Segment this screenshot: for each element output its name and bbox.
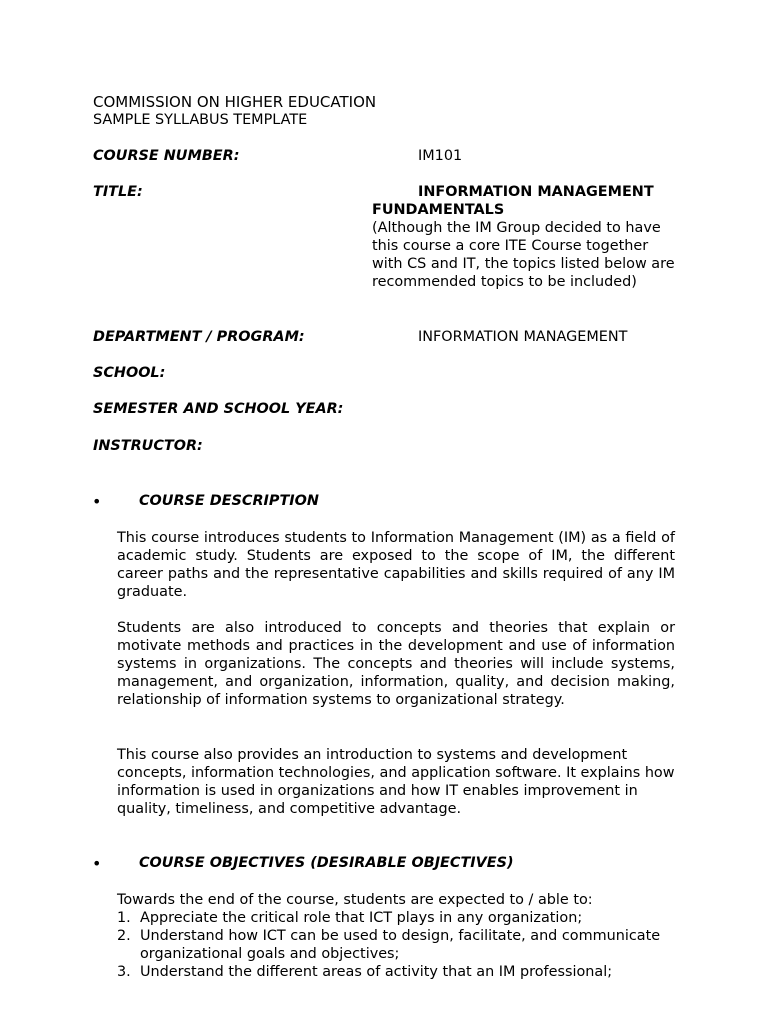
objective-item [117, 909, 677, 927]
objectives-intro: Towards the end of the course, students are expected to / able to: [117, 892, 593, 908]
department-value: INFORMATION MANAGEMENT [418, 329, 628, 345]
objectives-list [117, 909, 677, 981]
description-paragraph: This course introduces students to Information Management (IM) as a field of academic study. Students are exposed to the scope of IM, the different career paths and the representative capabilities and skills required of any IM graduate. [117, 530, 675, 601]
title-label: TITLE: [93, 184, 143, 200]
title-value-line1: INFORMATION MANAGEMENT [418, 184, 654, 200]
instructor-label: INSTRUCTOR: [93, 438, 203, 454]
objective-text: Understand how ICT can be used to design, facilitate, and communicate organizational goals and objectives; [140, 928, 661, 963]
objective-number: 1. [117, 910, 131, 926]
course-description-heading: COURSE DESCRIPTION [139, 493, 319, 509]
objective-text: Understand the different areas of activity that an IM professional; [140, 964, 613, 981]
description-paragraph: This course also provides an introduction to systems and development concepts, information technologies, and application software. It explains how information is used in organizations and how IT enables improvement in quality, timeliness, and competitive advantage. [117, 747, 675, 818]
course-number-label: COURSE NUMBER: [93, 148, 240, 164]
school-label: SCHOOL: [93, 365, 166, 381]
title-note: (Although the IM Group decided to have this course a core ITE Course together with CS and IT, the topics listed below are recommended topics to be included) [372, 220, 675, 291]
objective-number: 3. [117, 964, 131, 981]
course-number-value: IM101 [418, 148, 463, 164]
objective-text: Appreciate the critical role that ICT plays in any organization; [140, 910, 583, 926]
description-paragraph: Students are also introduced to concepts and theories that explain or motivate methods and practices in the development and use of information systems in organizations. The concepts and theories will include systems, management, and organization, information, quality, and decision making, relationship of information systems to organizational strategy. [117, 620, 675, 709]
semester-label: SEMESTER AND SCHOOL YEAR: [93, 401, 344, 417]
commission-heading: COMMISSION ON HIGHER EDUCATION [93, 93, 377, 111]
objective-item [117, 963, 677, 981]
course-objectives-heading: COURSE OBJECTIVES (DESIRABLE OBJECTIVES) [139, 855, 514, 871]
objective-item [117, 927, 677, 963]
bullet-icon: • [92, 492, 102, 511]
title-value-line2: FUNDAMENTALS [372, 202, 505, 218]
template-subheading: SAMPLE SYLLABUS TEMPLATE [93, 112, 308, 128]
bullet-icon: • [92, 854, 102, 873]
department-label: DEPARTMENT / PROGRAM: [93, 329, 305, 345]
objective-number: 2. [117, 928, 131, 945]
